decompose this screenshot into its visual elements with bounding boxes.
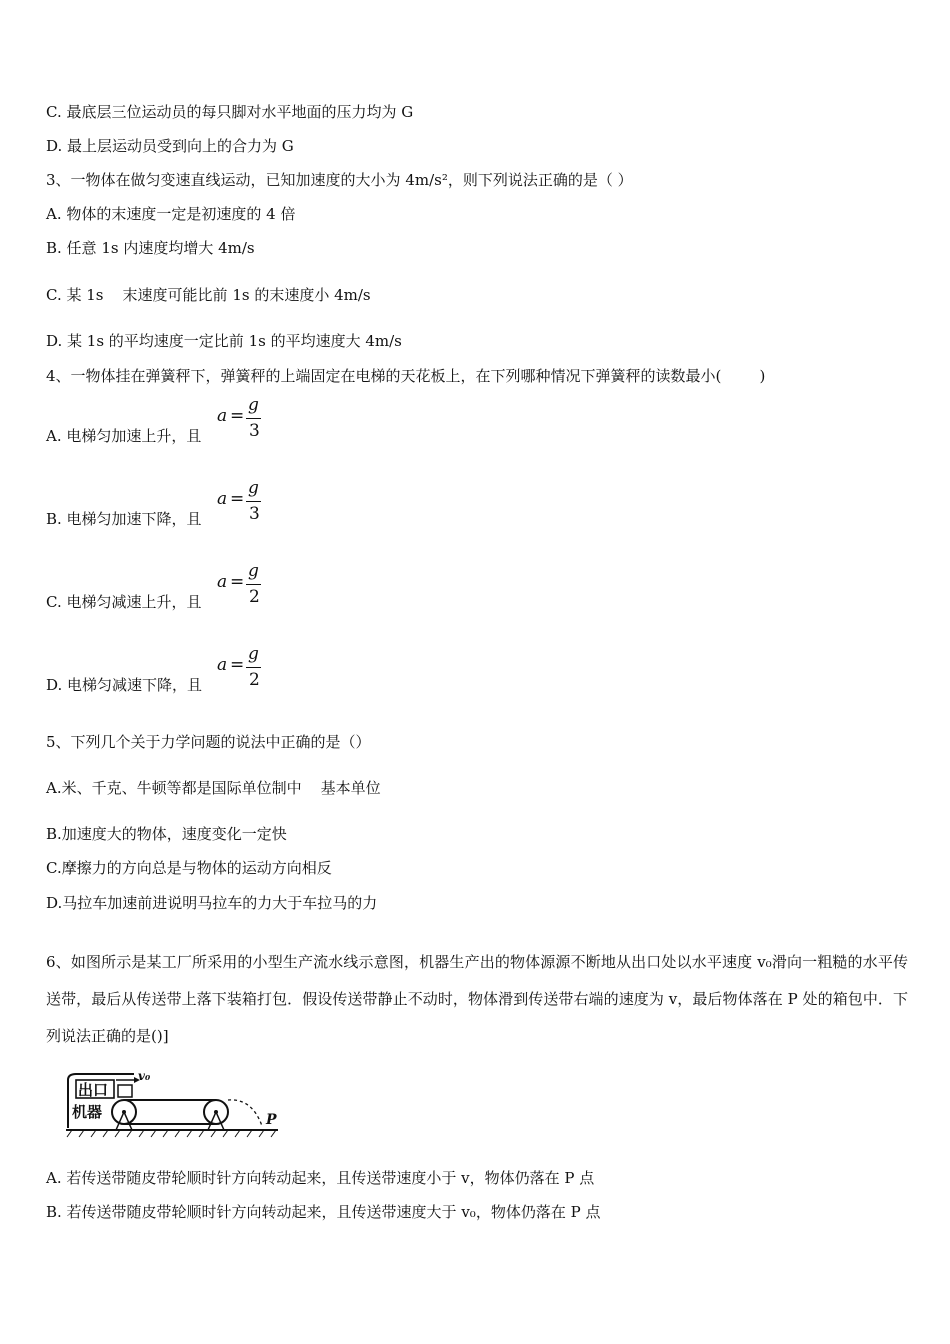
fraction-bar xyxy=(246,584,261,585)
formula-variable: a xyxy=(217,489,228,509)
formula-variable: a xyxy=(217,655,228,675)
formula-variable: a xyxy=(217,572,228,592)
q6-option-b: B. 若传送带随皮带轮顺时针方向转动起来，且传送带速度大于 v₀，物体仍落在 P 点 xyxy=(46,1203,601,1221)
q5-stem: 5、下列几个关于力学问题的说法中正确的是（） xyxy=(46,733,371,751)
option-text: D. 电梯匀减速下降，且 xyxy=(46,676,203,694)
formula-numerator: g xyxy=(248,478,259,498)
fraction-formula xyxy=(217,561,277,620)
velocity-label: v₀ xyxy=(138,1069,151,1083)
fraction-bar xyxy=(246,418,261,419)
formula-equals: = xyxy=(230,489,245,509)
formula-equals: = xyxy=(230,572,245,592)
option-text: C. 电梯匀减速上升，且 xyxy=(46,593,202,611)
formula-equals: = xyxy=(230,406,245,426)
option-text: B. 电梯匀加速下降，且 xyxy=(46,510,202,528)
q3-option-a: A. 物体的末速度一定是初速度的 4 倍 xyxy=(46,205,296,223)
machine-label: 机器 xyxy=(72,1103,103,1121)
formula-denominator: 3 xyxy=(249,504,260,524)
q2-option-d: D. 最上层运动员受到向上的合力为 G xyxy=(46,137,294,155)
q3-option-b: B. 任意 1s 内速度均增大 4m/s xyxy=(46,239,255,257)
formula-denominator: 2 xyxy=(249,587,260,607)
ground-hatching xyxy=(67,1130,276,1137)
fraction-bar xyxy=(246,667,261,668)
q6-stem: 6、如图所示是某工厂所采用的小型生产流水线示意图，机器生产出的物体源源不断地从出口处以水平速度 v₀滑向一粗糙的水平传送带，最后从传送带上落下装箱打包．假设传送带静止不动时，物体滑到传送带右端的速度为 v，最后物体落在 P 处的箱包中．下列说法正确的是()] xyxy=(46,953,908,1045)
formula-denominator: 3 xyxy=(249,421,260,441)
formula-numerator: g xyxy=(248,561,259,581)
fraction-formula xyxy=(217,395,277,454)
q5-option-d: D.马拉车加速前进说明马拉车的力大于车拉马的力 xyxy=(46,894,378,912)
q5-option-c: C.摩擦力的方向总是与物体的运动方向相反 xyxy=(46,859,332,877)
object-box xyxy=(118,1085,132,1097)
point-p-label: P xyxy=(266,1112,277,1128)
q5-option-a: A.米、千克、牛顿等都是国际单位制中 基本单位 xyxy=(46,779,381,797)
q3-option-d: D. 某 1s 的平均速度一定比前 1s 的平均速度大 4m/s xyxy=(46,332,402,350)
fraction-formula xyxy=(217,478,277,537)
formula-denominator: 2 xyxy=(249,670,260,690)
fraction-formula xyxy=(217,644,277,703)
q5-option-b: B.加速度大的物体，速度变化一定快 xyxy=(46,825,287,843)
formula-numerator: g xyxy=(248,644,259,664)
trajectory xyxy=(228,1100,262,1126)
q3-stem: 3、一物体在做匀变速直线运动，已知加速度的大小为 4m/s²，则下列说法正确的是（ ） xyxy=(46,171,633,189)
option-text: A. 电梯匀加速上升，且 xyxy=(46,427,202,445)
formula-numerator: g xyxy=(248,395,259,415)
formula-equals: = xyxy=(230,655,245,675)
formula-variable: a xyxy=(217,406,228,426)
q6-option-a: A. 若传送带随皮带轮顺时针方向转动起来，且传送带速度小于 v，物体仍落在 P 点 xyxy=(46,1169,595,1187)
exit-label: 出口 xyxy=(78,1081,109,1099)
q3-option-c: C. 某 1s 末速度可能比前 1s 的末速度小 4m/s xyxy=(46,286,371,304)
fraction-bar xyxy=(246,501,261,502)
q4-stem: 4、一物体挂在弹簧秤下，弹簧秤的上端固定在电梯的天花板上，在下列哪种情况下弹簧秤的读数最小( ) xyxy=(46,367,766,385)
q2-option-c: C. 最底层三位运动员的每只脚对水平地面的压力均为 G xyxy=(46,103,414,121)
conveyor-belt-figure xyxy=(64,1068,284,1140)
